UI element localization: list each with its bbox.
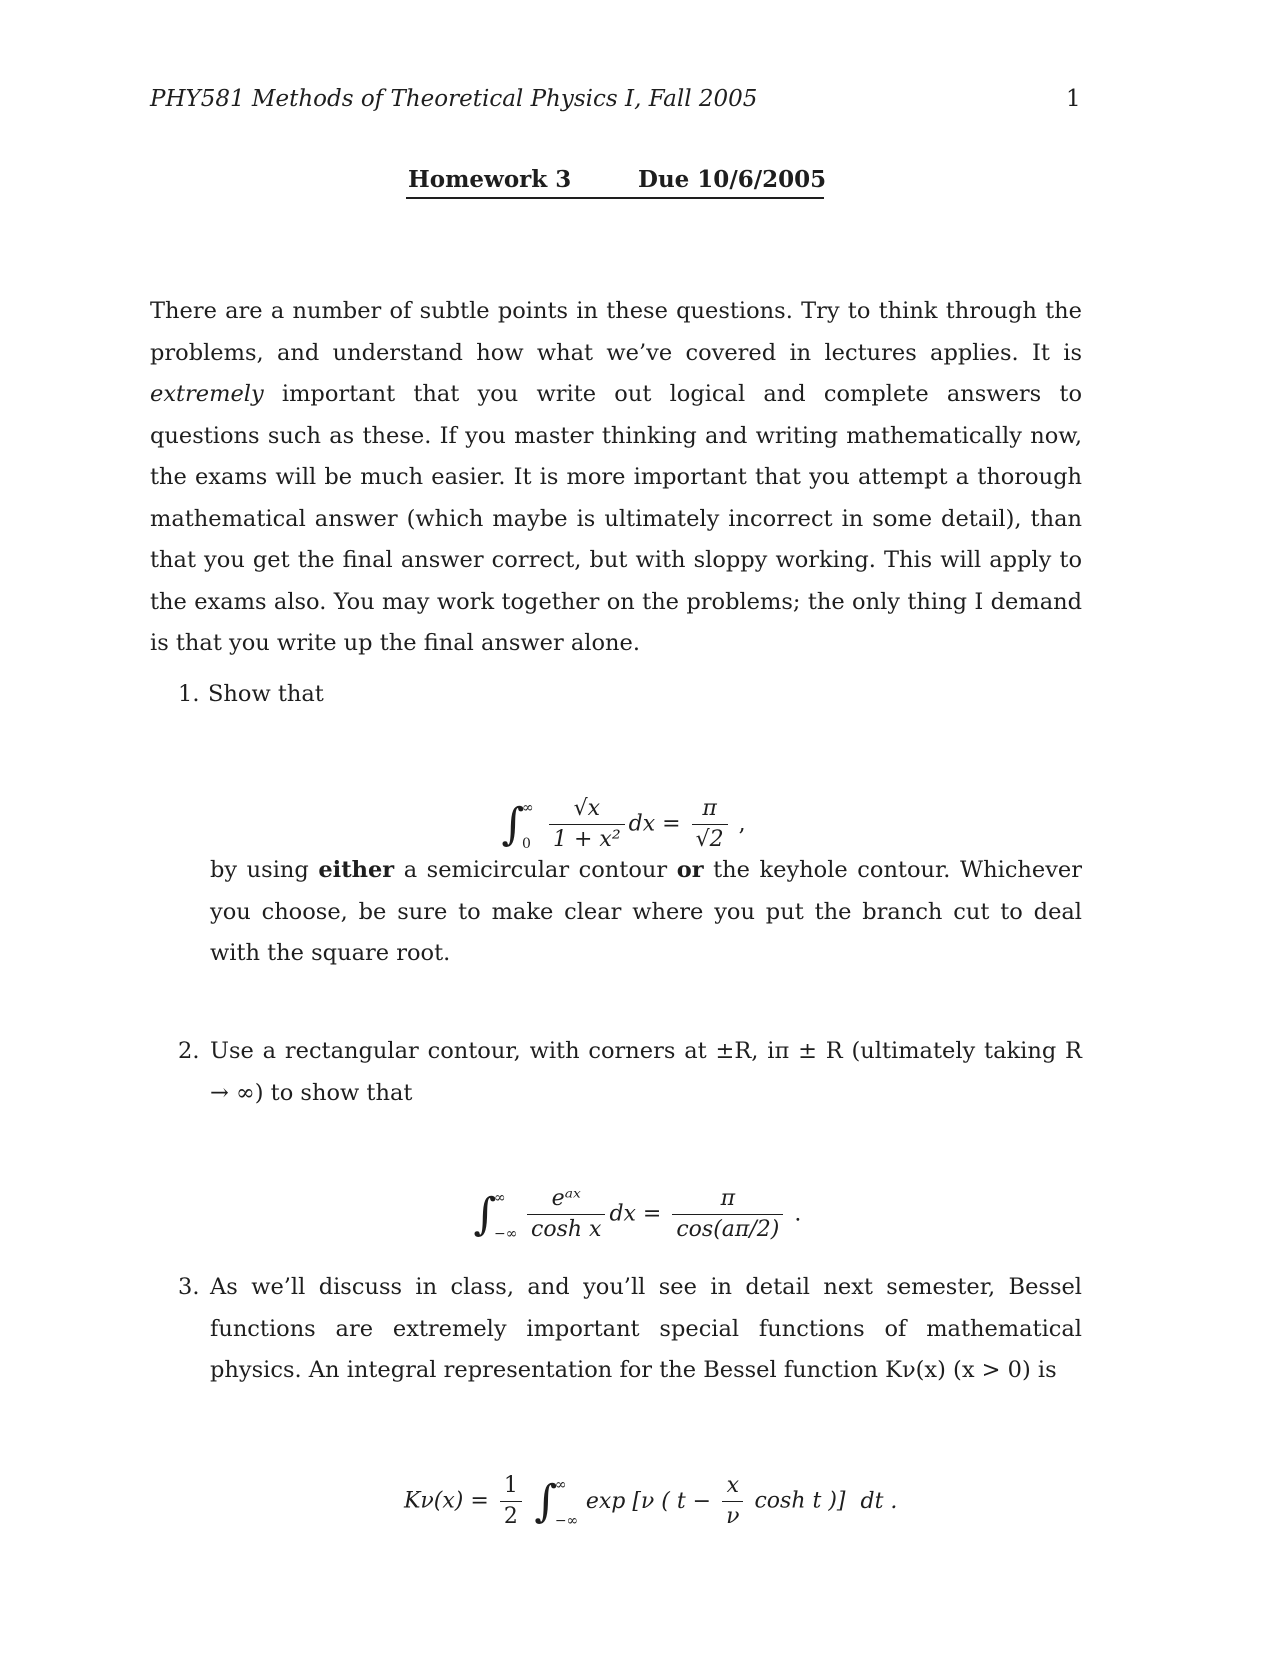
due-date: Due 10/6/2005 (638, 166, 827, 193)
inner-numerator: x (726, 1473, 739, 1498)
half-numerator: 1 (503, 1473, 518, 1498)
intro-emphasis: extremely (150, 381, 264, 407)
rhs-denominator: cos(aπ/2) (672, 1214, 783, 1241)
equation-punctuation: , (738, 811, 746, 837)
q1-bold-or: or (676, 857, 704, 883)
question-2-lead: Use a rectangular contour, with corners at ±R, iπ ± R (ultimately taking R → ∞) to show that (210, 1038, 1082, 1106)
differential: dx = (628, 811, 681, 837)
rhs-fraction (672, 1188, 783, 1241)
q1-body-text-2: a semicircular contour (394, 857, 677, 883)
page-number: 1 (1066, 86, 1081, 112)
integrand-numerator: √x (573, 796, 601, 821)
integral-sign: ∫ ∞ −∞ (534, 1475, 579, 1529)
integral-lower-bound: −∞ (494, 1225, 518, 1242)
question-2-equation (472, 1188, 801, 1241)
intro-text-1: There are a number of subtle points in these questions. Try to think through the problems, and understand how what we’ve covered in lectures applies. It is (150, 298, 1082, 366)
integrand-denominator: 1 + x² (549, 824, 625, 851)
homework-title: Homework 3 (408, 166, 572, 193)
inner-fraction (722, 1475, 743, 1528)
rhs-fraction (692, 798, 728, 851)
exp-body-a: exp [ν ( t − (585, 1488, 712, 1514)
intro-text-2: important that you write out logical and complete answers to questions such as these. If you master thinking and writing mathematically now, the exams will be much easier. It is more important that you attempt a thorough mathematical answer (which maybe is ultimately incorrect in some detail), than that you get the final answer correct, but with sloppy working. This will apply to the exams also. You may work together on the problems; the only thing I demand is that you write up the final answer alone. (150, 381, 1082, 656)
question-1-number: 1. (178, 681, 200, 707)
half-fraction (500, 1475, 522, 1528)
inner-denominator: ν (722, 1501, 743, 1528)
rhs-denominator: √2 (692, 824, 728, 851)
exp-body-b: cosh t )] (754, 1488, 846, 1514)
differential-dt: dt . (860, 1488, 898, 1514)
integral-lower-bound: −∞ (554, 1512, 579, 1529)
integral-upper-bound: ∞ (494, 1189, 506, 1206)
intro-paragraph (150, 291, 1082, 665)
integral-upper-bound: ∞ (522, 799, 534, 816)
question-1-body (210, 850, 1082, 975)
differential: dx = (609, 1201, 662, 1227)
equation-punctuation: . (794, 1201, 802, 1227)
question-1-equation (500, 798, 746, 851)
question-3-number: 3. (178, 1274, 200, 1300)
rhs-numerator: π (720, 1186, 736, 1211)
q1-body-text-3: the keyhole contour. Whichever you choose, be sure to make clear where you put the branch cut to deal with the square root. (210, 857, 1083, 966)
question-3-equation (404, 1475, 897, 1528)
integral-sign: ∫ ∞ 0 (501, 798, 534, 852)
integrand-fraction (527, 1188, 605, 1241)
integrand-denominator: cosh x (527, 1214, 605, 1241)
integrand-numerator: eᵃˣ (551, 1186, 581, 1211)
bessel-lhs: Kν(x) = (404, 1488, 489, 1514)
q1-body-text-1: by using (210, 857, 319, 883)
integral-sign: ∫ ∞ −∞ (473, 1188, 518, 1242)
half-denominator: 2 (500, 1501, 522, 1528)
title-underline (406, 197, 824, 199)
question-3-lead: As we’ll discuss in class, and you’ll see in detail next semester, Bessel functions are extremely important special functions of mathematical physics. An integral representation for the Bessel function Kν(x) (x > 0) is (210, 1274, 1082, 1383)
question-2-number: 2. (178, 1038, 200, 1064)
q1-bold-either: either (318, 857, 395, 883)
integral-lower-bound: 0 (522, 835, 531, 852)
integrand-fraction (549, 798, 625, 851)
integral-upper-bound: ∞ (554, 1476, 567, 1493)
course-title: PHY581 Methods of Theoretical Physics I, Fall 2005 (150, 86, 758, 112)
rhs-numerator: π (702, 796, 717, 821)
question-1-lead: Show that (208, 681, 324, 707)
